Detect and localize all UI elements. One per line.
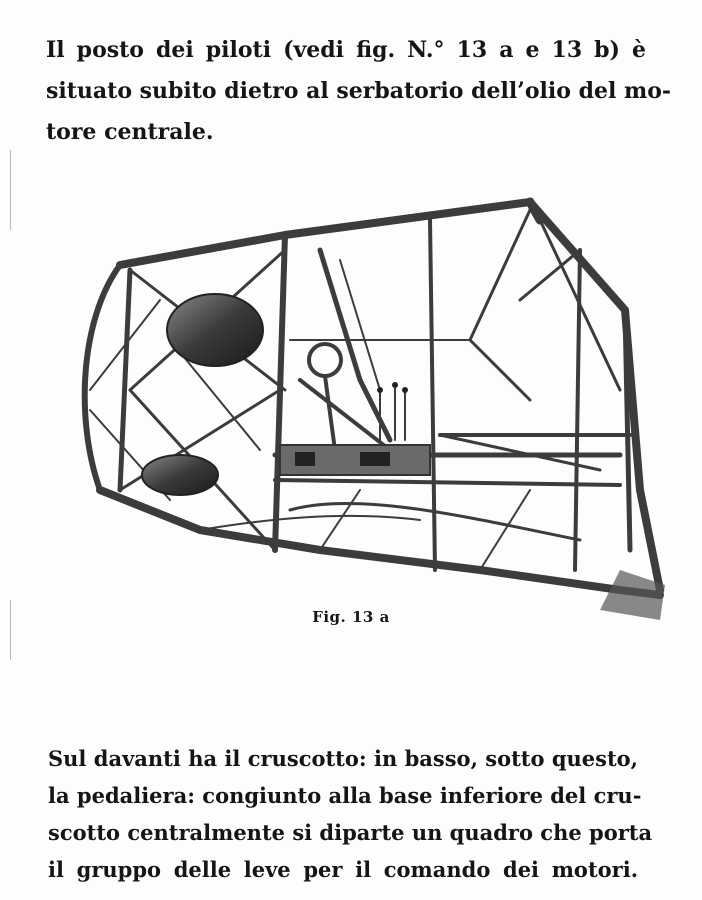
paragraph-bottom	[48, 740, 653, 888]
text-line: Il posto dei piloti (vedi fig. N.° 13 a e 13 b) è	[46, 37, 646, 63]
page-edge-mark	[10, 150, 11, 230]
paragraph-top	[46, 30, 672, 153]
text-line: il gruppo delle leve per il comando dei motori.	[48, 857, 638, 882]
text-line: Sul davanti ha il cruscotto: in basso, sotto questo,	[48, 746, 638, 771]
text-line: scotto centralmente si diparte un quadro che porta	[48, 820, 653, 845]
text-line: la pedaliera: congiunto alla base inferiore del cru-	[48, 783, 642, 808]
text-line: tore centrale.	[46, 119, 214, 145]
figure-caption: Fig. 13 a	[312, 608, 390, 626]
text-line: situato subito dietro al serbatorio dell’olio del mo-	[46, 78, 672, 104]
fuselage-frame-photo	[60, 190, 670, 640]
